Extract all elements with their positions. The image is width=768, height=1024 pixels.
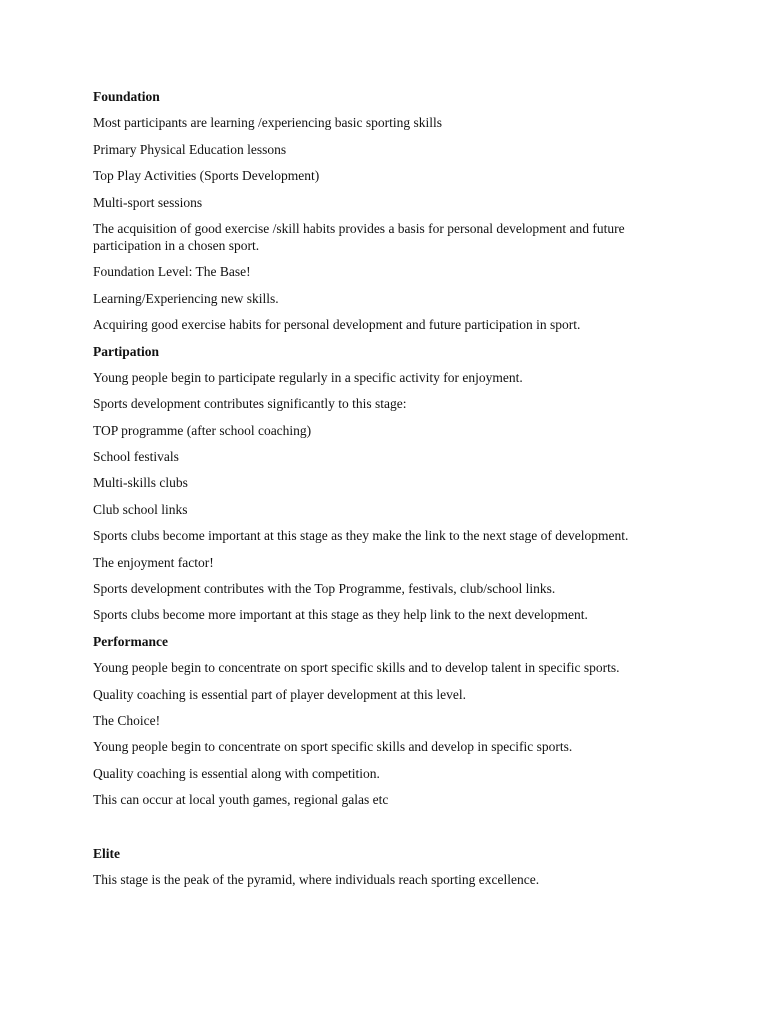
paragraph: Sports clubs become important at this stage as they make the link to the next stage of development. [93, 528, 629, 544]
paragraph: Foundation Level: The Base! [93, 264, 251, 280]
paragraph: The enjoyment factor! [93, 554, 214, 570]
paragraph: Club school links [93, 501, 188, 517]
paragraph: Quality coaching is essential along with competition. [93, 765, 380, 781]
document-page [93, 88, 693, 897]
section-heading-foundation: Foundation [93, 89, 160, 104]
paragraph: Most participants are learning /experiencing basic sporting skills [93, 115, 443, 131]
paragraph: Young people begin to concentrate on sport specific skills and to develop talent in specific sports. [93, 660, 620, 676]
section-spacer [93, 818, 693, 845]
paragraph: Learning/Experiencing new skills. [93, 290, 279, 306]
paragraph: Young people begin to concentrate on sport specific skills and develop in specific sports. [93, 739, 573, 755]
section-heading-participation: Partipation [93, 343, 159, 359]
section-heading-elite: Elite [93, 845, 120, 861]
paragraph: Young people begin to participate regularly in a specific activity for enjoyment. [93, 369, 523, 385]
paragraph: This stage is the peak of the pyramid, where individuals reach sporting excellence. [93, 871, 540, 887]
section-heading-performance: Performance [93, 633, 168, 649]
paragraph: The Choice! [93, 712, 161, 728]
paragraph: Primary Physical Education lessons [93, 141, 287, 157]
paragraph: Quality coaching is essential part of player development at this level. [93, 686, 467, 702]
paragraph: Acquiring good exercise habits for personal development and future participation in sport. [93, 317, 581, 333]
paragraph: Top Play Activities (Sports Development) [93, 168, 320, 184]
paragraph: Multi-skills clubs [93, 475, 188, 491]
paragraph: School festivals [93, 449, 179, 465]
paragraph: This can occur at local youth games, regional galas etc [93, 792, 389, 808]
paragraph: Sports development contributes significantly to this stage: [93, 396, 407, 412]
paragraph: Multi-sport sessions [93, 194, 203, 210]
paragraph: Sports development contributes with the Top Programme, festivals, club/school links. [93, 581, 556, 597]
paragraph: Sports clubs become more important at this stage as they help link to the next development. [93, 607, 588, 623]
paragraph: TOP programme (after school coaching) [93, 422, 312, 438]
paragraph: The acquisition of good exercise /skill habits provides a basis for personal development and future participation in a chosen sport. [93, 220, 625, 253]
